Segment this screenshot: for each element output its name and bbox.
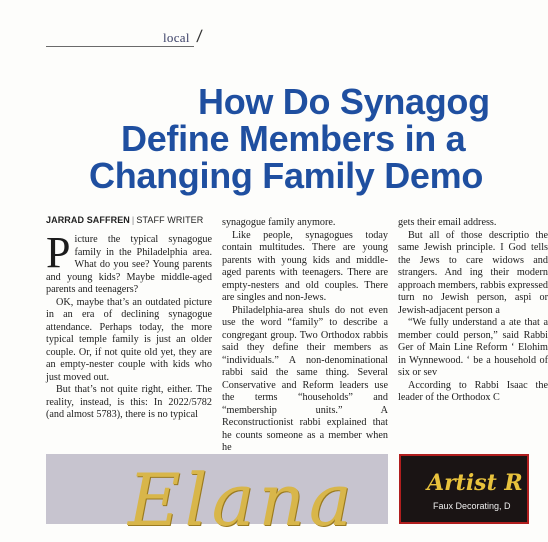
paragraph: But all of those descriptio the same Jewish principle. I God tells the Jews to care widows and strangers. And ing their modern approach members, rabbis expressed turn no Jewish person, aspi or Jewish-adjacent person a <box>398 229 548 316</box>
ad-right-subtitle: Faux Decorating, D <box>433 501 511 511</box>
section-slash: / <box>195 27 204 46</box>
byline: JARRAD SAFFREN | STAFF WRITER <box>46 215 204 225</box>
byline-author: JARRAD SAFFREN <box>46 215 130 225</box>
article-column-1 <box>46 228 212 422</box>
headline-line-1: How Do Synagog <box>198 81 490 122</box>
ad-right-title: Artist R <box>427 470 523 496</box>
section-rule <box>46 46 194 47</box>
paragraph: synagogue family anymore. <box>222 217 336 228</box>
byline-role: STAFF WRITER <box>136 215 204 225</box>
paragraph: According to Rabbi Isaac the leader of the Orthodox C <box>398 379 548 403</box>
headline-line-2: Define Members in a <box>121 118 466 159</box>
advertisement-right[interactable] <box>399 454 529 524</box>
paragraph: “We fully understand a ate that a member could person,” said Rabbi Ger of Main Line Reform ‘ Elohim in Wynnewood. ‘ be a household of six or sev <box>398 317 548 378</box>
ad-left-logo-text: Elana <box>128 458 356 542</box>
paragraph: gets their email address. <box>398 217 497 228</box>
advertisement-left[interactable] <box>46 454 388 542</box>
article-column-3 <box>398 217 548 405</box>
section-label: local <box>163 30 190 45</box>
drop-cap: P <box>46 228 71 277</box>
paragraph: Like people, synagogues today contain multitudes. There are young parents with young kids and middle-aged parents with teenagers. There are empty-nesters and old couples. There are singles and non-Jews. <box>222 229 388 303</box>
paragraph: But that’s not quite right, either. The reality, instead, is this: In 2022/5782 (and almost 5783), there is no typical <box>46 384 212 420</box>
headline-line-3: Changing Family Demo <box>89 155 484 196</box>
paragraph: Philadelphia-area shuls do not even use the word “family” to describe a congregant group. Two Orthodox rabbis said they define their members as “individuals.” A non-denominational rabbi said the same thing. Several Conservative and Reform leaders use the terms “households” and “membership units.” A Reconstructionist rabbi explained that he counts someone as a member when he <box>222 304 388 453</box>
paragraph: OK, maybe that’s an outdated picture in an era of declining synagogue attendance. Perhaps today, the more typical temple family is just an older couple. Or, if not quite old yet, they are an empty-nester couple with kids who just moved out. <box>46 296 212 383</box>
article-headline <box>0 82 512 202</box>
paragraph: Picture the typical synagogue family in the Philadelphia area. What do you see? Young parents and young kids? Maybe middle-aged parents and teenagers? <box>46 228 212 295</box>
article-column-2 <box>222 217 388 455</box>
